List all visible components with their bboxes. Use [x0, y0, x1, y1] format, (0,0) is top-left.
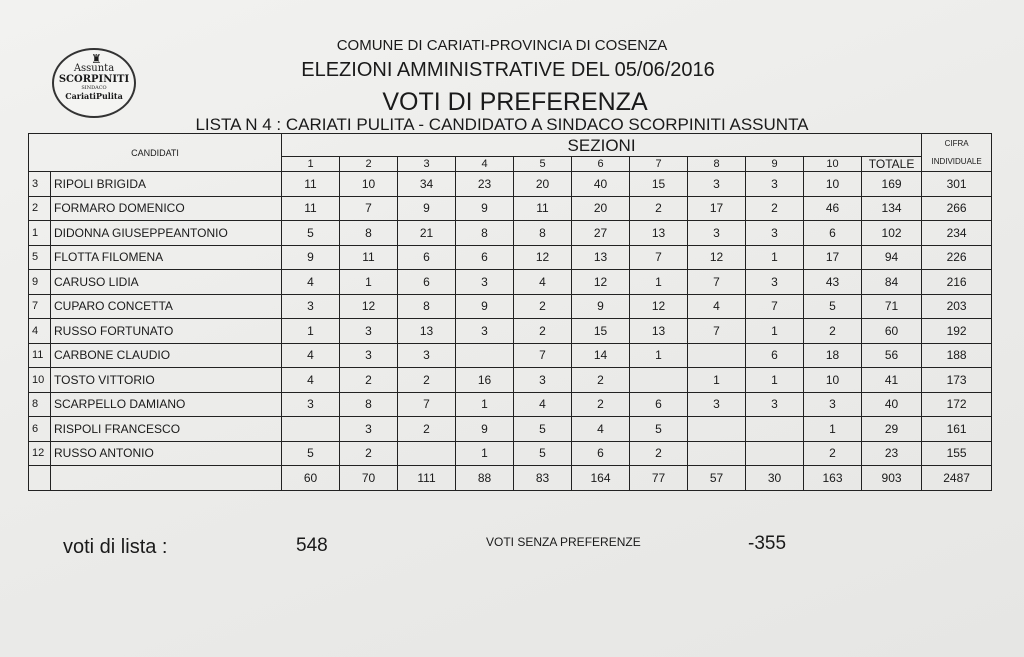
section-votes: 12 — [514, 245, 572, 270]
candidate-name: CUPARO CONCETTA — [51, 294, 282, 319]
section-votes: 1 — [746, 368, 804, 393]
candidate-row — [29, 196, 992, 221]
section-votes: 2 — [630, 441, 688, 466]
section-votes: 3 — [746, 270, 804, 295]
section-votes: 3 — [340, 343, 398, 368]
section-votes: 14 — [572, 343, 630, 368]
grand-total: 903 — [862, 466, 922, 491]
candidate-cifra: 266 — [922, 196, 992, 221]
candidate-total: 23 — [862, 441, 922, 466]
section-votes: 5 — [282, 221, 340, 246]
total-cell: 163 — [804, 466, 862, 491]
logo-line-2: SCORPINITI — [58, 74, 130, 85]
section-votes: 3 — [514, 368, 572, 393]
section-votes: 2 — [514, 319, 572, 344]
section-votes: 8 — [340, 221, 398, 246]
candidate-name: FLOTTA FILOMENA — [51, 245, 282, 270]
section-votes: 11 — [514, 196, 572, 221]
section-votes — [746, 417, 804, 442]
candidate-row — [29, 172, 992, 197]
total-cell: 70 — [340, 466, 398, 491]
candidate-name: FORMARO DOMENICO — [51, 196, 282, 221]
section-votes: 6 — [630, 392, 688, 417]
section-votes: 9 — [572, 294, 630, 319]
section-votes — [630, 368, 688, 393]
candidate-total: 41 — [862, 368, 922, 393]
section-votes: 3 — [456, 270, 514, 295]
section-votes: 6 — [398, 270, 456, 295]
candidate-cifra: 226 — [922, 245, 992, 270]
section-votes: 2 — [804, 441, 862, 466]
total-cell: 60 — [282, 466, 340, 491]
section-votes: 10 — [804, 368, 862, 393]
candidate-row — [29, 368, 992, 393]
section-votes: 3 — [746, 172, 804, 197]
candidate-cifra: 234 — [922, 221, 992, 246]
section-votes: 11 — [282, 196, 340, 221]
candidates-header: CANDIDATI — [29, 134, 282, 172]
candidate-total: 102 — [862, 221, 922, 246]
section-votes: 2 — [572, 368, 630, 393]
candidate-row — [29, 392, 992, 417]
candidate-number: 6 — [29, 417, 51, 442]
section-votes: 2 — [630, 196, 688, 221]
section-number: 2 — [340, 157, 398, 172]
section-votes: 9 — [282, 245, 340, 270]
section-votes: 13 — [398, 319, 456, 344]
candidate-number: 2 — [29, 196, 51, 221]
section-votes: 7 — [630, 245, 688, 270]
section-votes: 3 — [340, 417, 398, 442]
candidate-cifra: 161 — [922, 417, 992, 442]
section-votes: 20 — [514, 172, 572, 197]
section-votes: 1 — [456, 392, 514, 417]
section-votes: 2 — [398, 417, 456, 442]
section-votes: 2 — [514, 294, 572, 319]
candidate-name: TOSTO VITTORIO — [51, 368, 282, 393]
section-votes: 34 — [398, 172, 456, 197]
section-votes: 7 — [688, 319, 746, 344]
section-votes: 6 — [804, 221, 862, 246]
section-votes: 11 — [282, 172, 340, 197]
section-votes: 9 — [398, 196, 456, 221]
voti-senza-value: -355 — [748, 533, 787, 554]
candidate-number: 11 — [29, 343, 51, 368]
logo-line-3: SINDACO — [81, 85, 107, 91]
section-votes: 40 — [572, 172, 630, 197]
total-cell: 164 — [572, 466, 630, 491]
section-votes: 3 — [340, 319, 398, 344]
candidate-total: 134 — [862, 196, 922, 221]
section-votes: 1 — [630, 343, 688, 368]
candidate-row — [29, 417, 992, 442]
votes-table — [28, 133, 992, 491]
section-votes: 1 — [630, 270, 688, 295]
section-number: 8 — [688, 157, 746, 172]
section-votes: 12 — [688, 245, 746, 270]
section-votes: 6 — [398, 245, 456, 270]
candidate-cifra: 155 — [922, 441, 992, 466]
section-votes — [456, 343, 514, 368]
candidate-row — [29, 294, 992, 319]
section-votes: 17 — [688, 196, 746, 221]
voti-lista-value: 548 — [296, 535, 328, 556]
section-votes: 46 — [804, 196, 862, 221]
section-votes — [688, 441, 746, 466]
section-votes: 9 — [456, 196, 514, 221]
total-cell: 30 — [746, 466, 804, 491]
section-votes: 2 — [804, 319, 862, 344]
section-votes: 18 — [804, 343, 862, 368]
section-votes: 4 — [282, 343, 340, 368]
section-votes: 7 — [514, 343, 572, 368]
section-votes: 1 — [746, 319, 804, 344]
candidate-total: 40 — [862, 392, 922, 417]
candidate-cifra: 203 — [922, 294, 992, 319]
candidate-number: 8 — [29, 392, 51, 417]
section-votes: 23 — [456, 172, 514, 197]
section-votes: 4 — [282, 368, 340, 393]
section-votes: 1 — [688, 368, 746, 393]
candidate-number: 10 — [29, 368, 51, 393]
section-votes: 2 — [340, 441, 398, 466]
section-votes: 3 — [804, 392, 862, 417]
total-cell: 83 — [514, 466, 572, 491]
candidate-number: 4 — [29, 319, 51, 344]
header-municipality: COMUNE DI CARIATI-PROVINCIA DI COSENZA — [336, 37, 668, 54]
section-votes: 4 — [572, 417, 630, 442]
section-votes: 2 — [398, 368, 456, 393]
totals-row — [29, 466, 992, 491]
section-number: 7 — [630, 157, 688, 172]
candidate-cifra: 173 — [922, 368, 992, 393]
totale-header: TOTALE — [862, 157, 922, 172]
candidate-cifra: 172 — [922, 392, 992, 417]
section-votes: 13 — [630, 221, 688, 246]
section-votes: 8 — [514, 221, 572, 246]
candidate-number: 3 — [29, 172, 51, 197]
cifra-label-2: INDIVIDUALE — [931, 156, 982, 166]
section-votes: 5 — [514, 417, 572, 442]
totals-blank — [51, 466, 282, 491]
pin-icon: ♜ — [91, 52, 102, 66]
section-votes: 4 — [514, 392, 572, 417]
section-number: 10 — [804, 157, 862, 172]
section-votes: 15 — [630, 172, 688, 197]
candidate-total: 94 — [862, 245, 922, 270]
total-cell: 77 — [630, 466, 688, 491]
candidate-name: RISPOLI FRANCESCO — [51, 417, 282, 442]
candidate-total: 84 — [862, 270, 922, 295]
section-votes: 13 — [572, 245, 630, 270]
section-number: 4 — [456, 157, 514, 172]
section-votes: 3 — [688, 392, 746, 417]
candidate-number: 9 — [29, 270, 51, 295]
section-votes: 27 — [572, 221, 630, 246]
section-votes — [282, 417, 340, 442]
section-votes: 1 — [746, 245, 804, 270]
section-votes: 13 — [630, 319, 688, 344]
section-votes: 1 — [456, 441, 514, 466]
section-number: 5 — [514, 157, 572, 172]
section-votes: 5 — [282, 441, 340, 466]
voti-lista-label: voti di lista : — [63, 536, 168, 558]
section-votes: 9 — [456, 417, 514, 442]
section-votes: 4 — [514, 270, 572, 295]
section-votes: 4 — [282, 270, 340, 295]
candidate-name: RUSSO FORTUNATO — [51, 319, 282, 344]
header-list: LISTA N 4 : CARIATI PULITA - CANDIDATO A SINDACO SCORPINITI ASSUNTA — [195, 115, 809, 134]
candidate-cifra: 192 — [922, 319, 992, 344]
section-votes — [688, 417, 746, 442]
section-votes: 9 — [456, 294, 514, 319]
candidate-number: 7 — [29, 294, 51, 319]
candidate-cifra: 188 — [922, 343, 992, 368]
candidate-name: RIPOLI BRIGIDA — [51, 172, 282, 197]
candidate-total: 29 — [862, 417, 922, 442]
section-votes: 7 — [688, 270, 746, 295]
section-votes: 2 — [340, 368, 398, 393]
grand-cifra: 2487 — [922, 466, 992, 491]
cifra-label-1: CIFRA — [944, 138, 969, 148]
section-votes: 12 — [572, 270, 630, 295]
section-votes: 12 — [630, 294, 688, 319]
sections-header: SEZIONI — [282, 134, 922, 157]
section-votes: 7 — [398, 392, 456, 417]
section-number: 6 — [572, 157, 630, 172]
section-votes — [746, 441, 804, 466]
section-votes: 6 — [572, 441, 630, 466]
header-title: VOTI DI PREFERENZA — [382, 88, 648, 116]
candidate-total: 56 — [862, 343, 922, 368]
section-votes: 3 — [456, 319, 514, 344]
section-votes: 8 — [456, 221, 514, 246]
total-cell: 88 — [456, 466, 514, 491]
section-votes: 12 — [340, 294, 398, 319]
section-votes: 5 — [804, 294, 862, 319]
candidate-total: 71 — [862, 294, 922, 319]
candidate-cifra: 301 — [922, 172, 992, 197]
section-votes — [398, 441, 456, 466]
candidate-row — [29, 270, 992, 295]
candidate-name: CARUSO LIDIA — [51, 270, 282, 295]
section-votes: 20 — [572, 196, 630, 221]
section-votes: 10 — [340, 172, 398, 197]
section-votes: 16 — [456, 368, 514, 393]
totals-blank — [29, 466, 51, 491]
section-votes: 8 — [398, 294, 456, 319]
total-cell: 111 — [398, 466, 456, 491]
section-votes: 5 — [630, 417, 688, 442]
candidate-name: SCARPELLO DAMIANO — [51, 392, 282, 417]
section-votes: 11 — [340, 245, 398, 270]
section-votes: 3 — [688, 221, 746, 246]
section-votes: 6 — [456, 245, 514, 270]
section-votes: 3 — [282, 294, 340, 319]
section-votes: 5 — [514, 441, 572, 466]
candidate-row — [29, 441, 992, 466]
cifra-header — [922, 134, 992, 172]
section-votes: 1 — [340, 270, 398, 295]
candidate-number: 5 — [29, 245, 51, 270]
candidate-row — [29, 343, 992, 368]
candidate-cifra: 216 — [922, 270, 992, 295]
section-votes: 8 — [340, 392, 398, 417]
section-votes: 3 — [688, 172, 746, 197]
logo-line-4: CariatiPulita — [65, 91, 123, 101]
section-number: 3 — [398, 157, 456, 172]
section-votes: 43 — [804, 270, 862, 295]
candidate-total: 169 — [862, 172, 922, 197]
section-votes: 21 — [398, 221, 456, 246]
candidate-name: CARBONE CLAUDIO — [51, 343, 282, 368]
section-votes: 1 — [804, 417, 862, 442]
section-votes: 3 — [398, 343, 456, 368]
section-votes: 4 — [688, 294, 746, 319]
section-votes: 17 — [804, 245, 862, 270]
section-votes: 3 — [746, 221, 804, 246]
section-votes: 7 — [746, 294, 804, 319]
candidate-total: 60 — [862, 319, 922, 344]
section-votes: 2 — [746, 196, 804, 221]
candidate-number: 1 — [29, 221, 51, 246]
section-number: 9 — [746, 157, 804, 172]
candidate-name: RUSSO ANTONIO — [51, 441, 282, 466]
section-number: 1 — [282, 157, 340, 172]
section-votes: 3 — [746, 392, 804, 417]
section-votes: 10 — [804, 172, 862, 197]
section-votes — [688, 343, 746, 368]
section-votes: 1 — [282, 319, 340, 344]
section-votes: 3 — [282, 392, 340, 417]
section-votes: 7 — [340, 196, 398, 221]
candidate-row — [29, 319, 992, 344]
candidate-name: DIDONNA GIUSEPPEANTONIO — [51, 221, 282, 246]
logo-line-1: Assunta — [73, 63, 115, 74]
candidate-number: 12 — [29, 441, 51, 466]
total-cell: 57 — [688, 466, 746, 491]
section-votes: 15 — [572, 319, 630, 344]
voti-senza-label: VOTI SENZA PREFERENZE — [486, 535, 641, 549]
candidate-row — [29, 221, 992, 246]
section-votes: 2 — [572, 392, 630, 417]
candidate-row — [29, 245, 992, 270]
header-election: ELEZIONI AMMINISTRATIVE DEL 05/06/2016 — [301, 59, 715, 81]
section-votes: 6 — [746, 343, 804, 368]
